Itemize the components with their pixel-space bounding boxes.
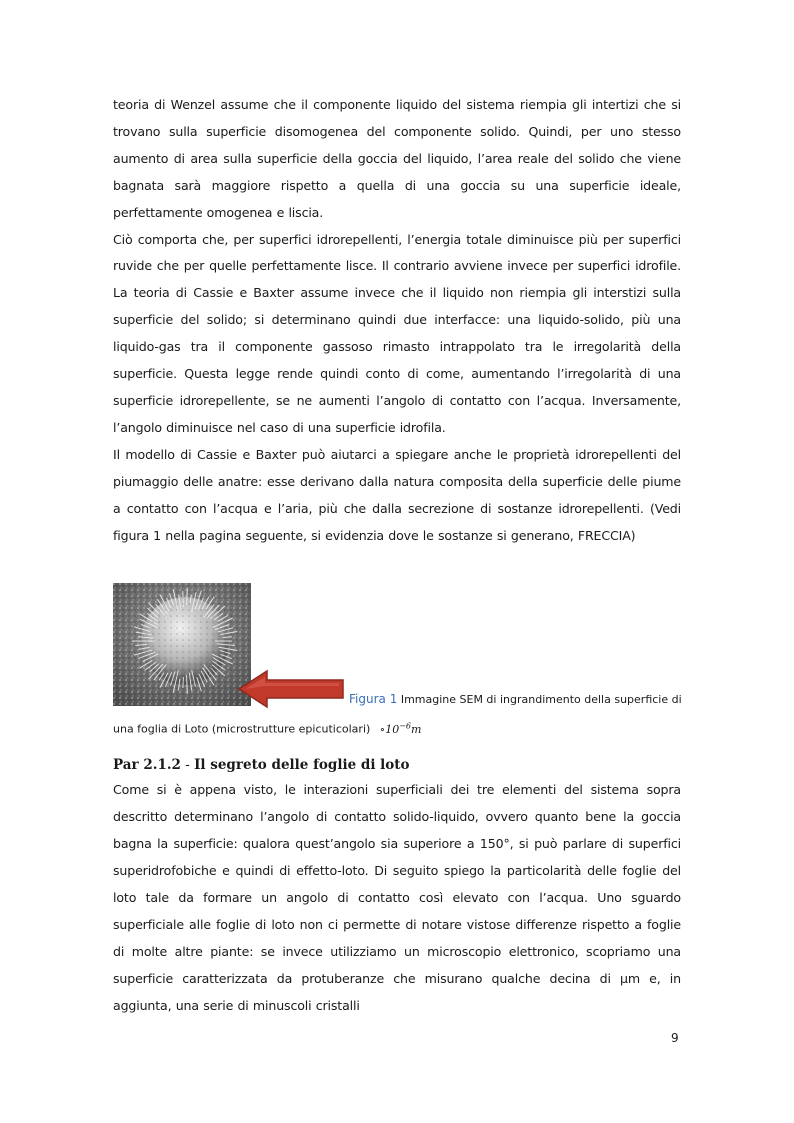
figure-caption-line2: una foglia di Loto (microstrutture epicuticolari) $\circ 10^{-6}m$ [113, 721, 422, 737]
sem-image [113, 583, 251, 706]
paragraph-wenzel: teoria di Wenzel assume che il componente liquido del sistema riempia gli intertizi che si trovano sulla superficie disomogenea del componente solido. Quindi, per uno stesso aumento di area sulla superficie della goccia del liquido, l’area reale del solido che viene bagnata sarà maggiore rispetto a quella di una goccia su una superficie ideale, perfettamente omogenea e liscia. [113, 97, 681, 220]
paragraph-lotus-effect: Come si è appena visto, le interazioni superficiali dei tre elementi del sistema sopra descritto determinano l’angolo di contatto solido-liquido, ovvero quanto bene la goccia bagna la superficie: qualora quest’angolo sia superiore a 150°, si può parlare di superfici superidrofobiche e quindi di effetto-loto. Di seguito spiego la particolarità delle foglie del loto tale da formare un angolo di contatto così elevato con l’acqua. Uno sguardo superficiale alle foglie di loto non ci permette di notare vistose differenze rispetto a foglie di molte altre piante: se invece utilizziamo un microscopio elettronico, scopriamo una superficie caratterizzata da protuberanze che misurano qualche decina di μm e, in aggiunta, una serie di minuscoli cristalli [113, 782, 681, 1013]
section-heading: Par 2.1.2 - Il segreto delle foglie di loto [113, 757, 410, 774]
paragraph-duck-plumage: Il modello di Cassie e Baxter può aiutarci a spiegare anche le proprietà idrorepellenti del piumaggio delle anatre: esse derivano dalla natura composita della superficie delle piume a contatto con l’acqua e l’aria, più che dalla secrezione di sostanze idrorepellenti. (Vedi figura 1 nella pagina seguente, si evidenzia dove le sostanze si generano, FRECCIA) [113, 446, 681, 543]
page-number: 9 [671, 1031, 679, 1045]
document-page [113, 92, 681, 1020]
scale-formula: $\circ 10^{-6}m$ [379, 721, 422, 737]
figure-label: Figura 1 [349, 692, 398, 707]
red-arrow-icon [237, 669, 345, 709]
paragraph-cassie-baxter: Ciò comporta che, per superfici idrorepellenti, l’energia totale diminuisce più per superfici ruvide che per quelle perfettamente lisce. Il contrario avviene invece per superfici idrofile. La teoria di Cassie e Baxter assume invece che il liquido non riempia gli interstizi sulla superficie del solido; si determinano quindi due interfacce: una liquido-solido, più una liquido-gas tra il componente gassoso rimasto intrappolato tra le irregolarità della superficie. Questa legge rende quindi conto di come, aumentando l’irregolarità di una superficie idrorepellente, se ne aumenti l’angolo di contatto con l’acqua. Inversamente, l’angolo diminuisce nel caso di una superficie idrofila. [113, 231, 681, 435]
figure-caption-line1: Figura 1 Immagine SEM di ingrandimento della superficie di [349, 692, 682, 707]
figure-1 [113, 583, 681, 743]
